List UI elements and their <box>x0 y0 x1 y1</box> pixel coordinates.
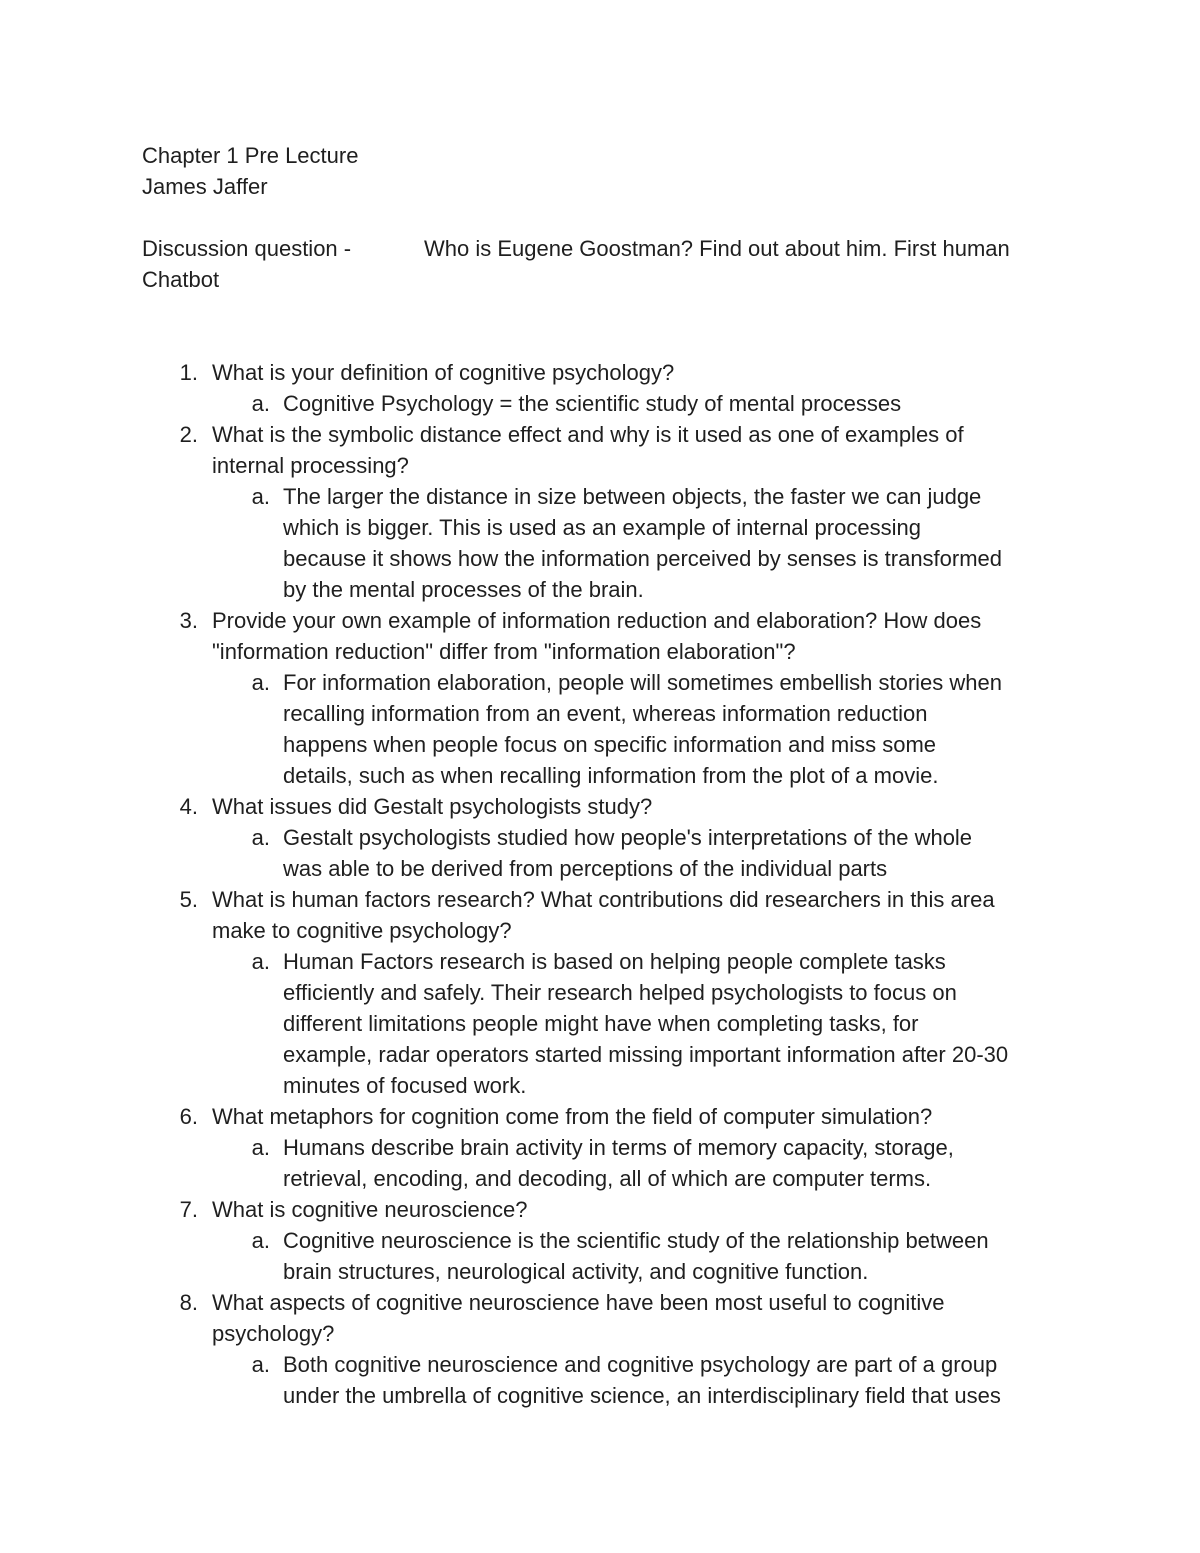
spacer <box>142 202 1062 233</box>
answer-text: example, radar operators started missing important information after 20-30 <box>283 1042 1009 1067</box>
question-text: make to cognitive psychology? <box>212 918 512 943</box>
spacer <box>142 295 1062 326</box>
answer-letter: a. <box>251 1135 270 1160</box>
answer-item <box>212 1132 1062 1194</box>
answer-item <box>212 388 1062 419</box>
question-text: internal processing? <box>212 453 409 478</box>
question-number: 5. <box>179 887 198 912</box>
answer-letter: a. <box>251 825 270 850</box>
question-number: 2. <box>179 422 198 447</box>
answer-text: For information elaboration, people will sometimes embellish stories when <box>283 670 1002 695</box>
question-item <box>142 1194 1062 1287</box>
question-number: 3. <box>179 608 198 633</box>
discussion-text: Who is Eugene Goostman? Find out about him. First human <box>424 236 1010 261</box>
document-title: Chapter 1 Pre Lecture <box>142 143 359 168</box>
question-number: 7. <box>179 1197 198 1222</box>
answer-letter: a. <box>251 949 270 974</box>
answer-item <box>212 946 1062 1101</box>
question-item <box>142 419 1062 605</box>
question-number: 1. <box>179 360 198 385</box>
answer-letter: a. <box>251 670 270 695</box>
question-item <box>142 884 1062 1101</box>
answer-text: happens when people focus on specific information and miss some <box>283 732 937 757</box>
author-name: James Jaffer <box>142 174 268 199</box>
question-item <box>142 1287 1062 1411</box>
question-text: What issues did Gestalt psychologists study? <box>212 794 653 819</box>
answer-text: Human Factors research is based on helping people complete tasks <box>283 949 946 974</box>
answer-text: brain structures, neurological activity, and cognitive function. <box>283 1259 869 1284</box>
answer-text: retrieval, encoding, and decoding, all of which are computer terms. <box>283 1166 932 1191</box>
question-number: 4. <box>179 794 198 819</box>
answer-text: Cognitive Psychology = the scientific study of mental processes <box>283 391 902 416</box>
question-text: What is cognitive neuroscience? <box>212 1197 528 1222</box>
question-item <box>142 357 1062 419</box>
discussion-continuation: Chatbot <box>142 267 220 292</box>
answer-text: Gestalt psychologists studied how people's interpretations of the whole <box>283 825 973 850</box>
question-item <box>142 605 1062 791</box>
answer-item <box>212 1225 1062 1287</box>
answer-text: efficiently and safely. Their research helped psychologists to focus on <box>283 980 957 1005</box>
answer-text: details, such as when recalling information from the plot of a movie. <box>283 763 939 788</box>
answer-letter: a. <box>251 1352 270 1377</box>
answer-text: Cognitive neuroscience is the scientific study of the relationship between <box>283 1228 989 1253</box>
question-list <box>142 357 1062 1411</box>
discussion-label: Discussion question - <box>142 236 352 261</box>
question-item <box>142 791 1062 884</box>
question-text: What is human factors research? What contributions did researchers in this area <box>212 887 995 912</box>
question-item <box>142 1101 1062 1194</box>
answer-text: was able to be derived from perceptions of the individual parts <box>283 856 888 881</box>
answer-item <box>212 822 1062 884</box>
answer-text: Humans describe brain activity in terms of memory capacity, storage, <box>283 1135 954 1160</box>
document-body <box>142 140 1062 1411</box>
question-text: Provide your own example of information reduction and elaboration? How does <box>212 608 982 633</box>
answer-item <box>212 1349 1062 1411</box>
spacer <box>142 326 1062 357</box>
answer-item <box>212 481 1062 605</box>
answer-letter: a. <box>251 1228 270 1253</box>
answer-text: different limitations people might have when completing tasks, for <box>283 1011 919 1036</box>
question-text: What aspects of cognitive neuroscience have been most useful to cognitive <box>212 1290 945 1315</box>
question-number: 6. <box>179 1104 198 1129</box>
answer-text: under the umbrella of cognitive science, an interdisciplinary field that uses <box>283 1383 1001 1408</box>
question-text: "information reduction" differ from "information elaboration"? <box>212 639 796 664</box>
answer-text: because it shows how the information perceived by senses is transformed <box>283 546 1003 571</box>
question-number: 8. <box>179 1290 198 1315</box>
answer-text: recalling information from an event, whereas information reduction <box>283 701 928 726</box>
answer-item <box>212 667 1062 791</box>
answer-letter: a. <box>251 391 270 416</box>
answer-text: by the mental processes of the brain. <box>283 577 644 602</box>
question-text: What is the symbolic distance effect and why is it used as one of examples of <box>212 422 964 447</box>
discussion-question <box>142 233 1062 295</box>
answer-text: The larger the distance in size between objects, the faster we can judge <box>283 484 982 509</box>
answer-text: Both cognitive neuroscience and cognitive psychology are part of a group <box>283 1352 998 1377</box>
question-text: What is your definition of cognitive psychology? <box>212 360 675 385</box>
question-text: What metaphors for cognition come from the field of computer simulation? <box>212 1104 933 1129</box>
answer-text: minutes of focused work. <box>283 1073 527 1098</box>
question-text: psychology? <box>212 1321 335 1346</box>
answer-text: which is bigger. This is used as an example of internal processing <box>283 515 921 540</box>
answer-letter: a. <box>251 484 270 509</box>
